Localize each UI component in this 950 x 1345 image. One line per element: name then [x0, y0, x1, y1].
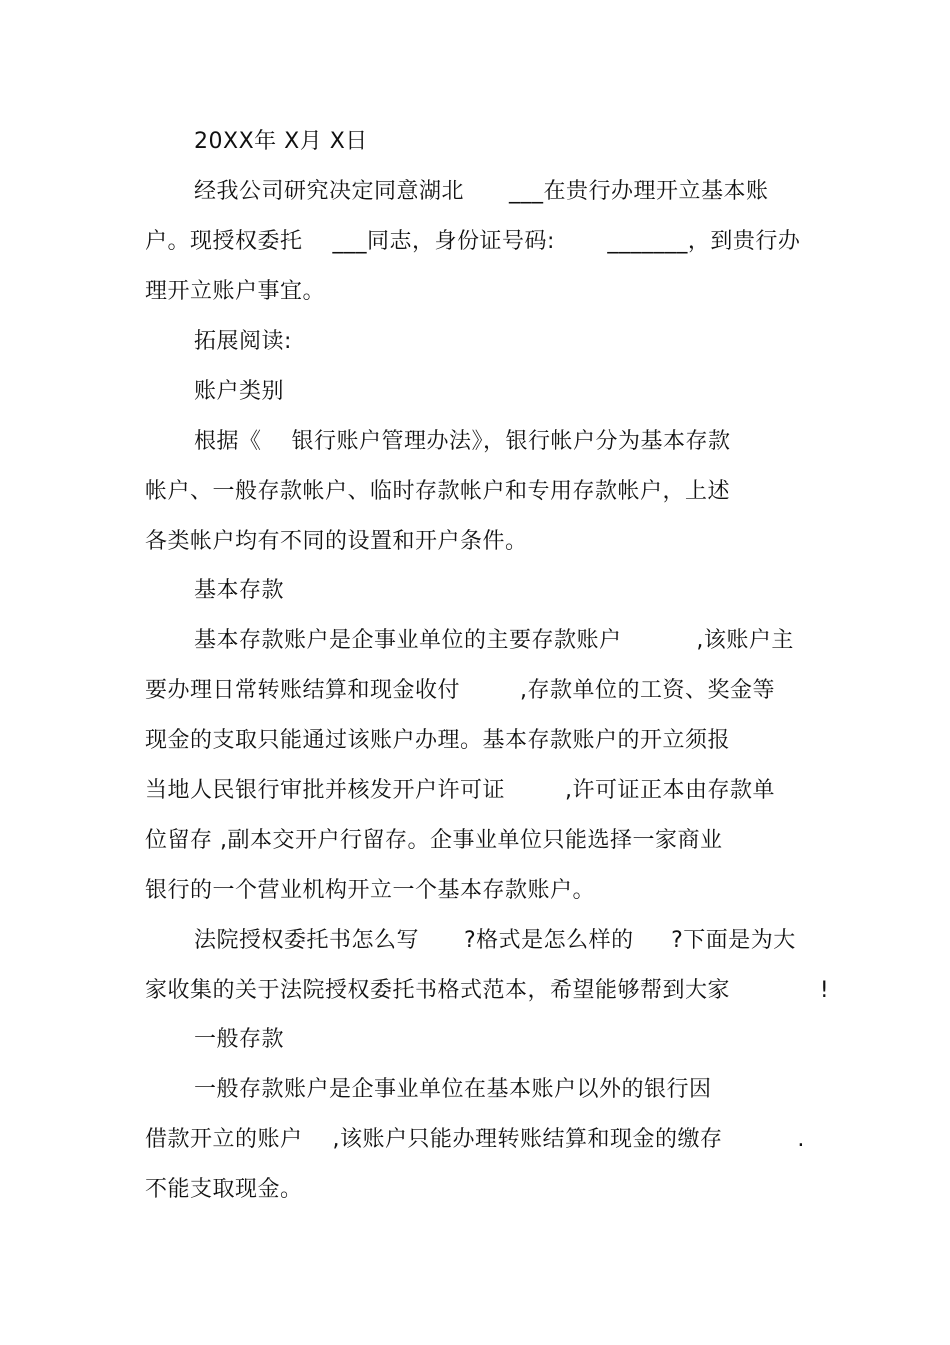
paragraph-line: 家收集的关于法院授权委托书格式范本，希望能够帮到大家 ! [145, 978, 830, 1003]
paragraph-line: 银行的一个营业机构开立一个基本存款账户。 [145, 878, 596, 903]
paragraph-line: 当地人民银行审批并核发开户许可证 ,许可证正本由存款单 [145, 778, 775, 803]
paragraph-line: 一般存款账户是企事业单位在基本账户以外的银行因 [194, 1077, 712, 1102]
section-heading: 拓展阅读: [194, 329, 292, 354]
paragraph-line: 要办理日常转账结算和现金收付 ,存款单位的工资、奖金等 [145, 678, 775, 703]
paragraph-line: 各类帐户均有不同的设置和开户条件。 [145, 529, 528, 554]
date-line: 20XX年 X月 X日 [194, 129, 368, 154]
paragraph-line: 经我公司研究决定同意湖北 ___在贵行办理开立基本账 [194, 179, 769, 204]
section-heading: 一般存款 [194, 1027, 285, 1052]
paragraph-line: 户。现授权委托 ___同志，身份证号码: _______，到贵行办 [145, 229, 801, 254]
paragraph-line: 现金的支取只能通过该账户办理。基本存款账户的开立须报 [145, 728, 731, 753]
paragraph-line: 根据《 银行账户管理办法》，银行帐户分为基本存款 [194, 429, 731, 454]
section-heading: 账户类别 [194, 379, 285, 404]
paragraph-line: 不能支取现金。 [145, 1177, 303, 1202]
section-heading: 基本存款 [194, 578, 285, 603]
paragraph-line: 帐户、一般存款帐户、临时存款帐户和专用存款帐户，上述 [145, 479, 731, 504]
paragraph-line: 理开立账户事宜。 [145, 279, 326, 304]
paragraph-line: 位留存 ,副本交开户行留存。企事业单位只能选择一家商业 [145, 828, 723, 853]
paragraph-line: 基本存款账户是企事业单位的主要存款账户 ,该账户主 [194, 628, 794, 653]
paragraph-line: 法院授权委托书怎么写 ?格式是怎么样的 ?下面是为大 [194, 928, 796, 953]
paragraph-line: 借款开立的账户 ,该账户只能办理转账结算和现金的缴存 . [145, 1127, 805, 1152]
